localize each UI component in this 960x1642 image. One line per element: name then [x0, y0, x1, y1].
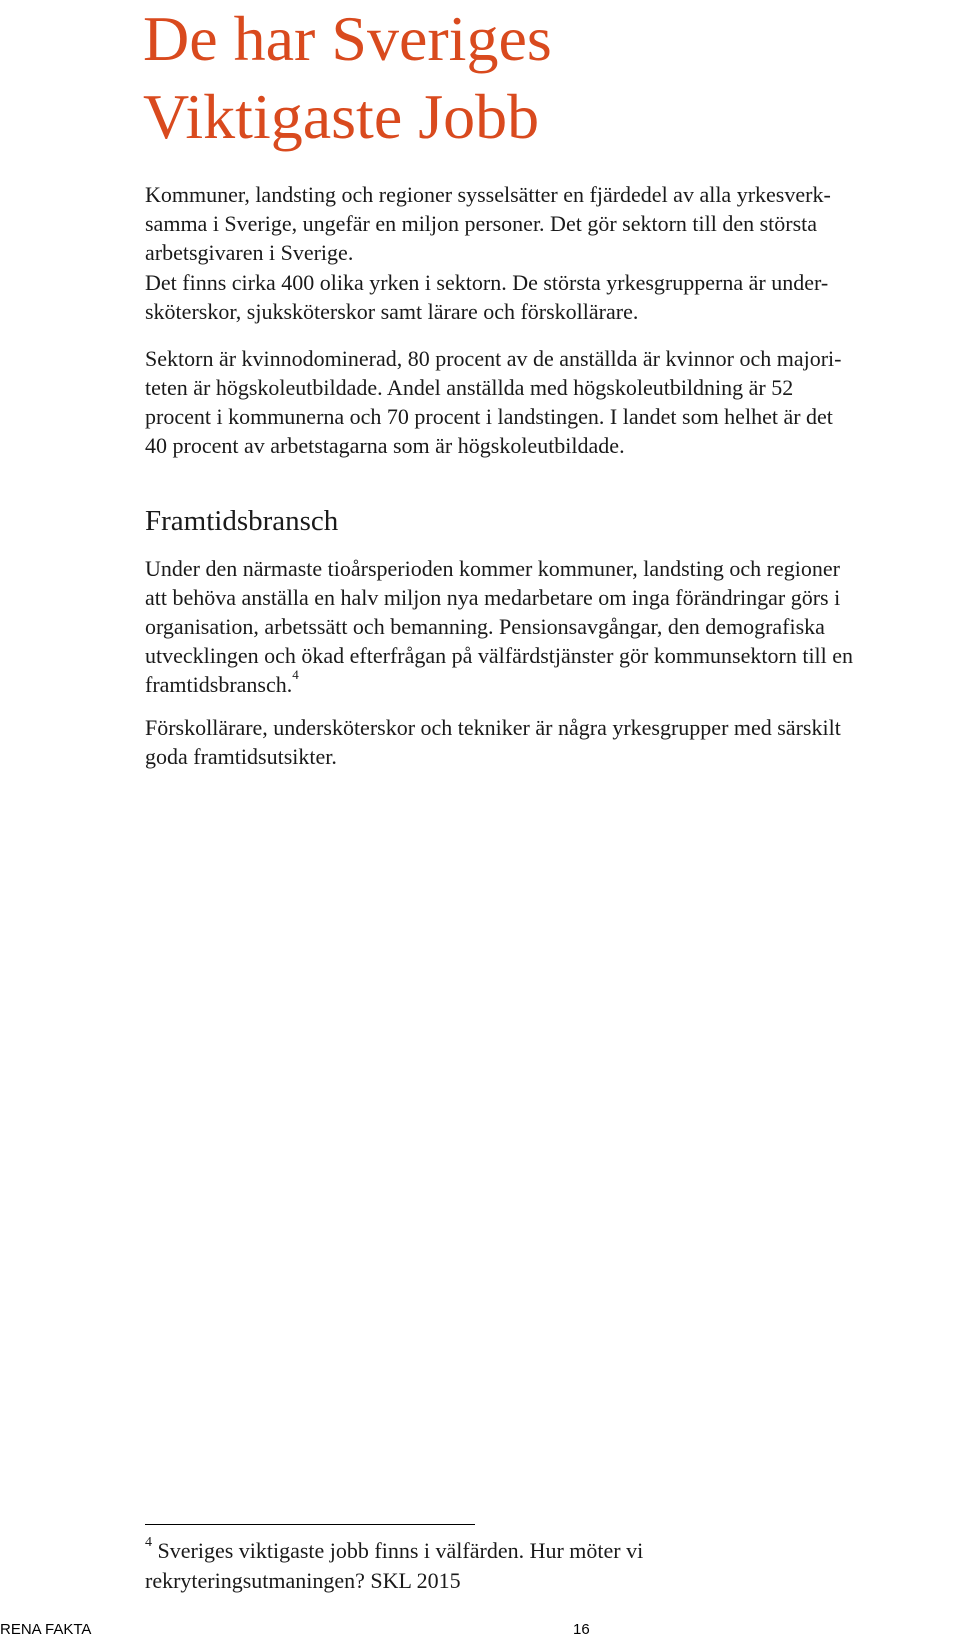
footnote-divider	[145, 1524, 475, 1525]
gender-education-paragraph	[145, 344, 960, 460]
page-title-line-2: Viktigaste Jobb	[143, 81, 540, 152]
text-line: utvecklingen och ökad efterfrågan på välfärdstjänster gör kommunsektorn till en	[145, 643, 854, 668]
text-line: sköterskor, sjuksköterskor samt lärare och förskollärare.	[145, 299, 639, 324]
text-line: Under den närmaste tioårsperioden kommer kommuner, landsting och regioner	[145, 556, 840, 581]
text-line: samma i Sverige, ungefär en miljon personer. Det gör sektorn till den största	[145, 211, 818, 236]
text-line: att behöva anställa en halv miljon nya medarbetare om inga förändringar görs i	[145, 585, 841, 610]
footer-title: RENA FAKTA	[0, 1621, 92, 1638]
text-line: goda framtidsutsikter.	[145, 744, 337, 769]
footnote-line-2: rekryteringsutmaningen? SKL 2015	[145, 1568, 461, 1593]
footnote-reference[interactable]: 4	[292, 667, 299, 682]
text-line: Sektorn är kvinnodominerad, 80 procent av de anställda är kvinnor och majori-	[145, 346, 842, 371]
page-title-line-1: De har Sveriges	[143, 3, 552, 74]
section-heading: Framtidsbransch	[145, 505, 339, 537]
text-line-end: framtidsbransch.	[145, 672, 293, 697]
text-line: arbetsgivaren i Sverige.	[145, 240, 354, 265]
prospects-paragraph	[145, 713, 960, 771]
text-line: organisation, arbetssätt och bemanning. Pensionsavgångar, den demografiska	[145, 614, 825, 639]
future-paragraph	[145, 554, 960, 699]
footnote	[145, 1536, 643, 1596]
text-line: Det finns cirka 400 olika yrken i sektorn. De största yrkesgrupperna är under-	[145, 270, 829, 295]
footnote-number: 4	[145, 1535, 152, 1550]
intro-paragraph	[145, 180, 960, 267]
footnote-line-1	[145, 1536, 643, 1566]
text-line: procent i kommunerna och 70 procent i landstingen. I landet som helhet är det	[145, 404, 833, 429]
text-line	[145, 667, 960, 699]
text-line: Förskollärare, undersköterskor och tekniker är några yrkesgrupper med särskilt	[145, 715, 841, 740]
page-title	[143, 0, 923, 156]
footnote-text: Sveriges viktigaste jobb finns i välfärden. Hur möter vi	[157, 1538, 644, 1563]
text-line: 40 procent av arbetstagarna som är högskoleutbildade.	[145, 433, 625, 458]
occupations-paragraph	[145, 268, 960, 326]
page-number: 16	[573, 1621, 590, 1638]
text-line: teten är högskoleutbildade. Andel anställda med högskoleutbildning är 52	[145, 375, 794, 400]
text-line: Kommuner, landsting och regioner sysselsätter en fjärdedel av alla yrkesverk-	[145, 182, 831, 207]
